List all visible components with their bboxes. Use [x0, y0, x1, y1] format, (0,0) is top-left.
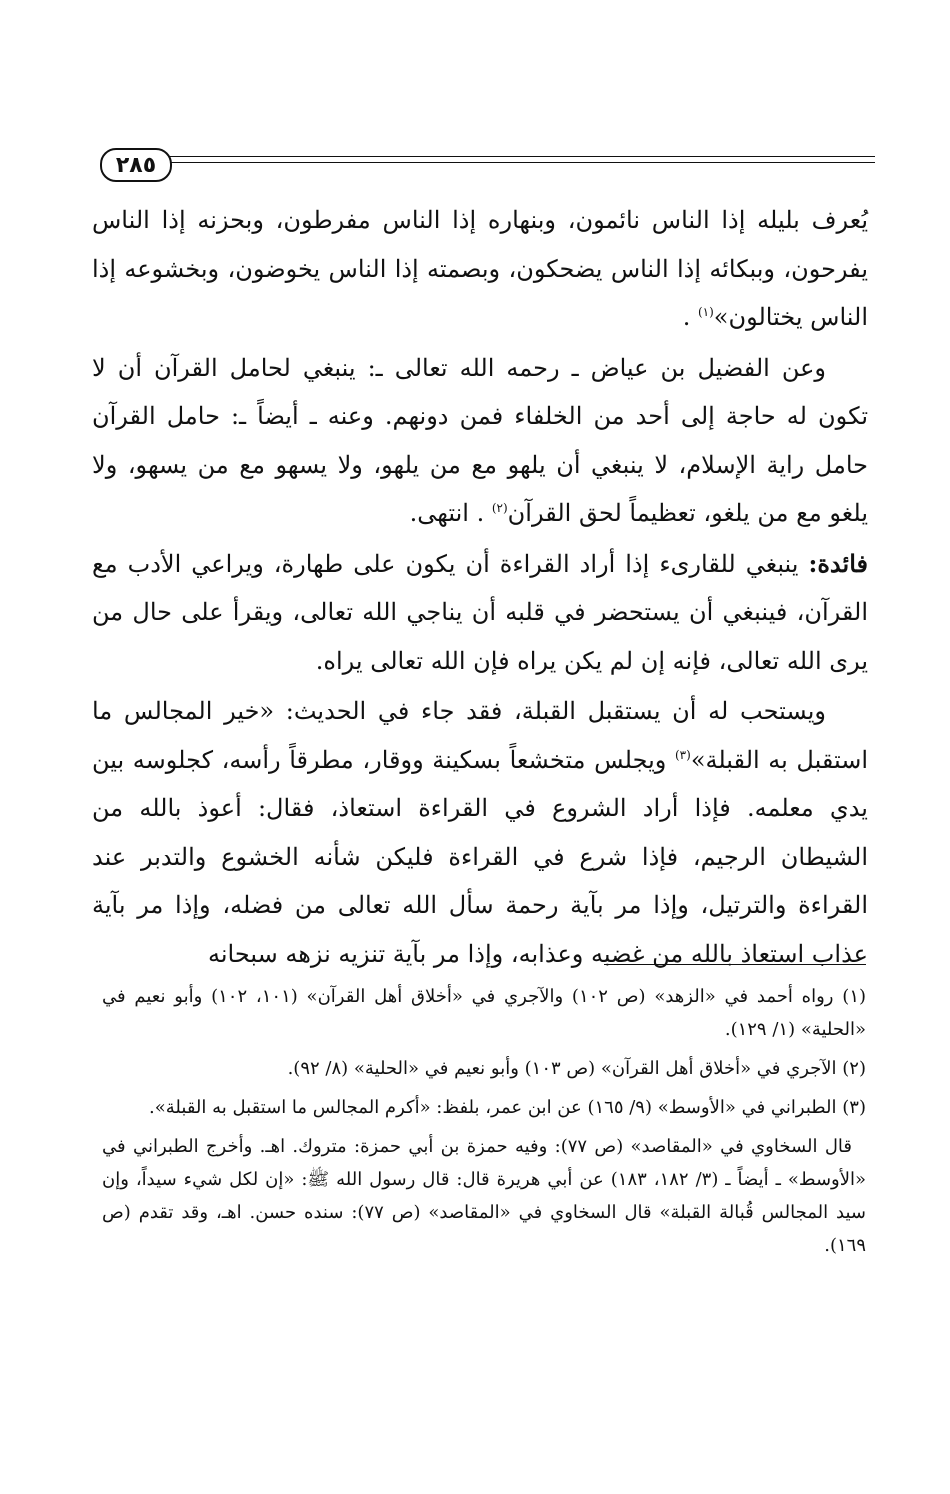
paragraph-1	[92, 196, 868, 342]
benefit-label: فائدة:	[808, 548, 868, 578]
footnotes	[102, 980, 866, 1268]
paragraph-tail: . انتهى.	[409, 499, 492, 527]
paragraph-text: يُعرف بليله إذا الناس نائمون، وبنهاره إذا الناس مفرطون، وبحزنه إذا الناس يفرحون، وببكائه إذا الناس يضحكون، وبصمته إذا الناس يخوضون، وبخشوعه إذا الناس يختالون»	[92, 206, 868, 331]
paragraph-2	[92, 344, 868, 538]
paragraph-4	[92, 687, 868, 978]
footnote-separator	[604, 964, 866, 965]
header-rule	[168, 156, 875, 157]
paragraph-3	[92, 540, 868, 686]
footnote-2: (٢) الآجري في «أخلاق أهل القرآن» (ص ١٠٣) وأبو نعيم في «الحلية» (٨/ ٩٢).	[287, 1058, 866, 1079]
paragraph-tail: ويجلس متخشعاً بسكينة ووقار، مطرقاً رأسه، كجلوسه بين يدي معلمه. فإذا أراد الشروع في القراءة استعاذ، فقال: أعوذ بالله من الشيطان الرجيم، فإذا شرع في القراءة فليكن شأنه الخشوع والتدبر عند القراءة والترتيل، وإذا مر بآية رحمة سأل الله تعالى من فضله، وإذا مر بآية عذاب استعاذ بالله من غضبه وعذابه، وإذا مر بآية تنزيه نزهه سبحانه	[92, 745, 868, 968]
header-rule-thin	[168, 162, 875, 163]
footnote-ref: (١)	[697, 305, 714, 319]
footnote-3: (٣) الطبراني في «الأوسط» (٩/ ١٦٥) عن ابن عمر، بلفظ: «أكرم المجالس ما استقبل به القبلة».	[149, 1097, 866, 1118]
paragraph-text: ينبغي للقارىء إذا أراد القراءة أن يكون على طهارة، ويراعي الأدب مع القرآن، فينبغي أن يستحضر في قلبه أن يناجي الله تعالى، ويقرأ على حال من يرى الله تعالى، فإنه إن لم يكن يراه فإن الله تعالى يراه.	[92, 549, 868, 675]
paragraph-text: وعن الفضيل بن عياض ـ رحمه الله تعالى ـ: ينبغي لحامل القرآن أن لا تكون له حاجة إلى أحد من الخلفاء فمن دونهم. وعنه ـ أيضاً ـ: حامل القرآن حامل راية الإسلام، لا ينبغي أن يلهو مع من يلهو، ولا يسهو مع من يسهو، ولا يلغو مع من يلغو، تعظيماً لحق القرآن	[92, 353, 868, 527]
footnote-3-note: قال السخاوي في «المقاصد» (ص ٧٧): وفيه حمزة بن أبي حمزة: متروك. اهـ. وأخرج الطبراني في «الأوسط» ـ أيضاً ـ (٣/ ١٨٢، ١٨٣) عن أبي هريرة قال: قال رسول الله ﷺ: «إن لكل شيء سيداً، وإن سيد المجالس قُبالة القبلة» قال السخاوي في «المقاصد» (ص ٧٧): سنده حسن. اهـ، وقد تقدم (ص ١٦٩).	[102, 1136, 866, 1256]
main-text	[92, 196, 868, 978]
paragraph-tail: .	[682, 303, 698, 331]
footnote-ref: (٢)	[491, 501, 508, 515]
page-number: ٢٨٥	[100, 148, 172, 182]
page-header	[100, 148, 875, 182]
paragraph-text: ويستحب له أن يستقبل القبلة، فقد جاء في الحديث: «خير المجالس ما استقبل به القبلة»	[92, 697, 868, 774]
footnote-1: (١) رواه أحمد في «الزهد» (ص ١٠٢) والآجري في «أخلاق أهل القرآن» (١٠١، ١٠٢) وأبو نعيم في «الحلية» (١/ ١٢٩).	[102, 986, 867, 1040]
footnote-ref: (٣)	[674, 747, 691, 762]
